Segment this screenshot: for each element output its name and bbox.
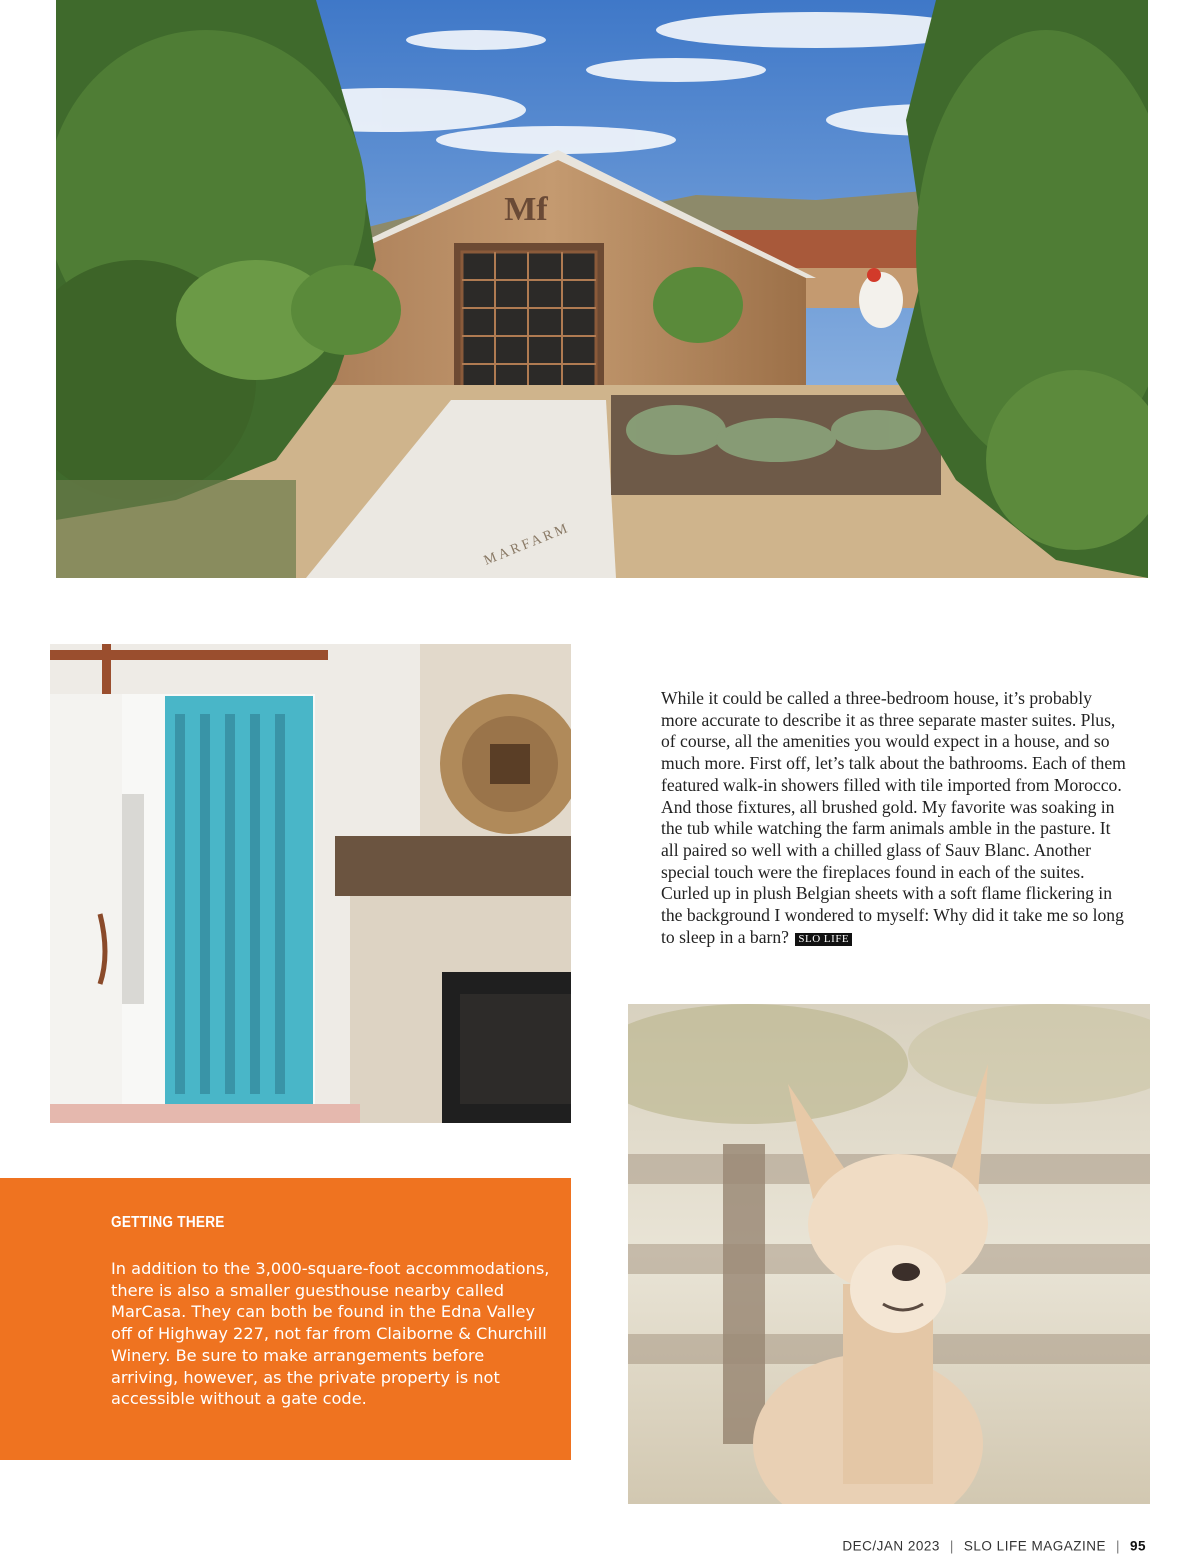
sidebar-text: In addition to the 3,000-square-foot accommodations, there is also a smaller guesthouse nearby called MarCasa. They can both be found in the Edna Valley off of Highway 227, not far from Claiborne & Churchill Winery. Be sure to make arrangements before arriving, however, as the private property is not accessible without a gate code. xyxy=(111,1259,550,1409)
sidebar-heading: GETTING THERE xyxy=(111,1214,225,1231)
article-body-text: While it could be called a three-bedroom house, it’s probably more accurate to describe it as three separate master suites. Plus, of course, all the amenities you would expect in a house, and so much more. First off, let’s talk about the bathrooms. Each of them featured walk-in showers filled with tile imported from Morocco. And those fixtures, all brushed gold. My favorite was soaking in the tub while watching the farm animals amble in the pasture. It all paired so well with a chilled glass of Sauv Blanc. Another special touch were the fireplaces found in each of the suites. Curled up in plush Belgian sheets with a soft flame flickering in the background I wondered to myself: Why did it take me so long to sleep in a barn? xyxy=(661,688,1126,947)
alpaca-photo xyxy=(628,1004,1150,1504)
page-footer xyxy=(842,1539,1146,1554)
getting-there-box xyxy=(0,1178,571,1460)
bathroom-photo xyxy=(50,644,571,1123)
barn-photo xyxy=(56,0,1148,578)
footer-issue: DEC/JAN 2023 xyxy=(842,1538,940,1554)
svg-text:Mf: Mf xyxy=(504,191,548,228)
end-mark: SLO LIFE xyxy=(795,933,852,946)
svg-text:MARFARM: MARFARM xyxy=(481,520,573,569)
footer-separator: | xyxy=(949,1538,954,1554)
footer-magazine: SLO LIFE MAGAZINE xyxy=(963,1538,1106,1554)
page-number: 95 xyxy=(1129,1538,1146,1554)
article-body xyxy=(661,688,1131,948)
footer-separator: | xyxy=(1115,1538,1120,1554)
